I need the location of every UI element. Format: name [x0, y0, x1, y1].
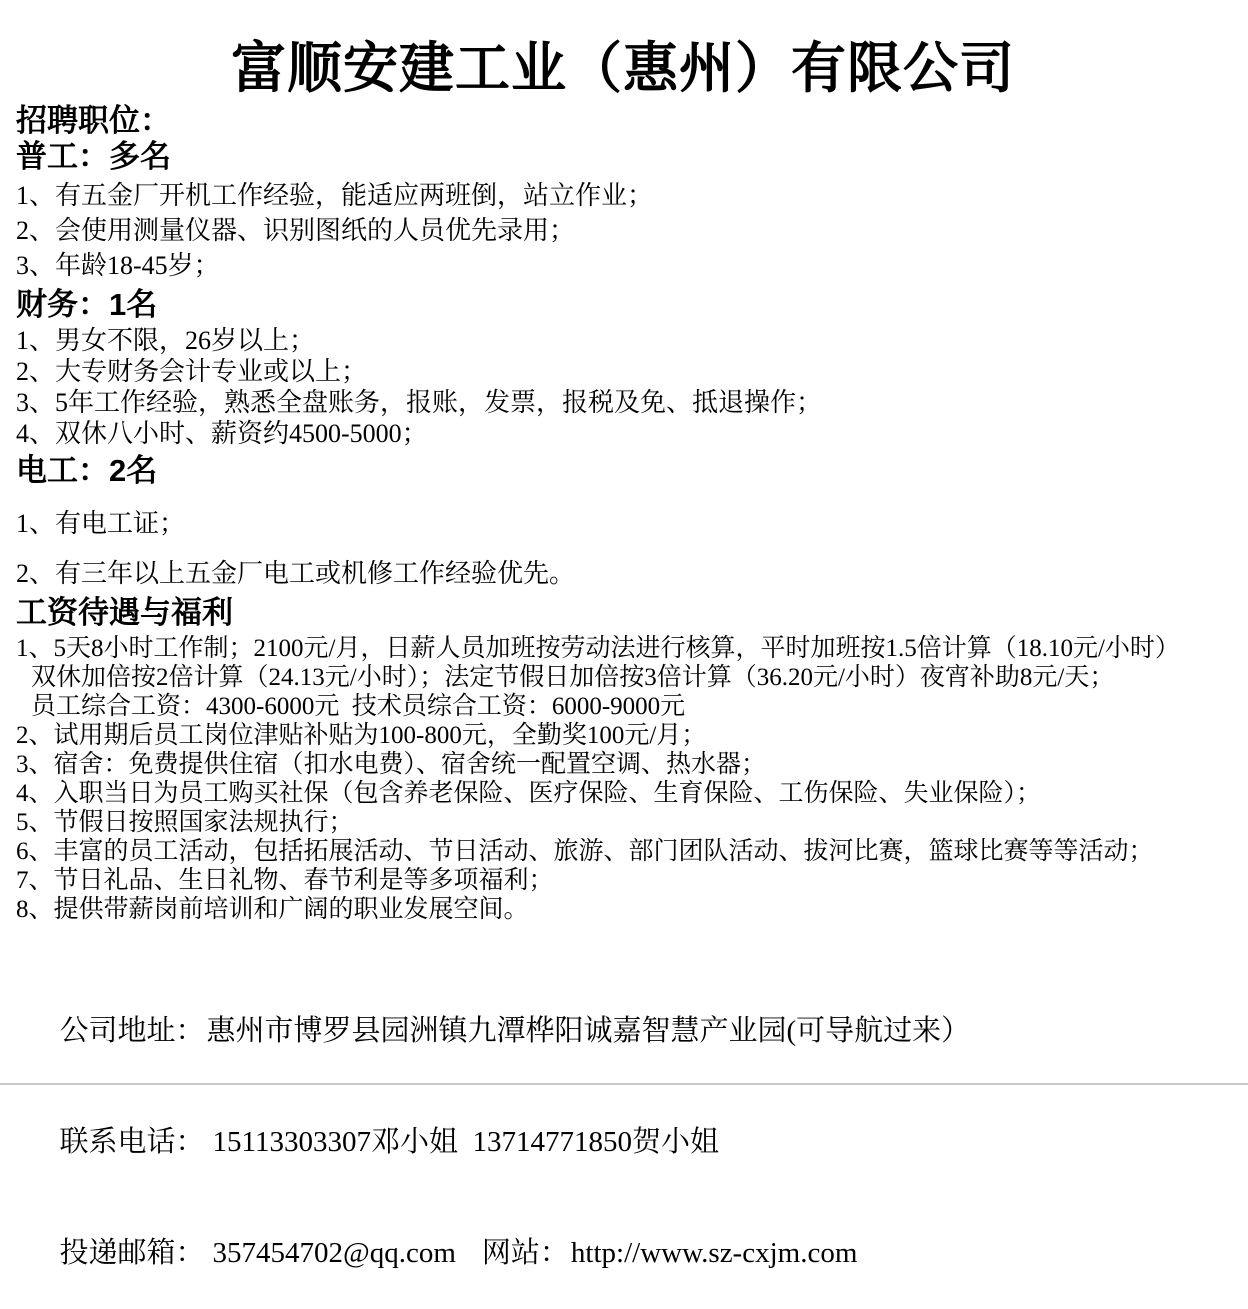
requirement-item: 4、双休八小时、薪资约4500-5000； — [16, 419, 428, 449]
requirement-item: 1、有电工证； — [16, 509, 186, 539]
phone-label: 联系电话： — [59, 1125, 205, 1158]
benefit-item: 1、5天8小时工作制；2100元/月，日薪人员加班按劳动法进行核算，平时加班按1.5倍计算（18.10元/小时） — [16, 634, 1180, 662]
requirement-item: 2、有三年以上五金厂电工或机修工作经验优先。 — [16, 559, 576, 589]
benefit-item-continuation: 双休加倍按2倍计算（24.13元/小时）；法定节假日加倍按3倍计算（36.20元/小时）夜宵补助8元/天； — [31, 663, 1115, 691]
contact-email-row — [16, 1198, 1230, 1309]
requirement-list — [16, 178, 1230, 283]
benefit-item: 2、试用期后员工岗位津贴补贴为100-800元，全勤奖100元/月； — [16, 721, 707, 749]
email-value: 357454702@qq.com — [212, 1236, 456, 1269]
benefit-item: 8、提供带薪岗前培训和广阔的职业发展空间。 — [16, 895, 529, 923]
section-electrician — [16, 453, 1230, 591]
position-heading-general-worker: 普工：多名 — [16, 139, 171, 175]
company-title: 富顺安建工业（惠州）有限公司 — [230, 37, 1015, 99]
benefit-item: 5、节假日按照国家法规执行； — [16, 808, 354, 836]
section-general-worker — [16, 139, 1230, 283]
benefits-heading: 工资待遇与福利 — [16, 595, 233, 631]
recruit-positions-header: 招聘职位： — [16, 102, 171, 138]
requirement-list — [16, 506, 1230, 591]
website-label: 网站： — [481, 1236, 569, 1269]
benefits-list — [16, 634, 1230, 924]
section-benefits — [16, 595, 1230, 924]
bottom-divider — [0, 1083, 1248, 1085]
requirement-item: 3、年龄18-45岁； — [16, 250, 220, 280]
requirement-item: 1、有五金厂开机工作经验，能适应两班倒，站立作业； — [16, 180, 654, 210]
requirement-item: 2、会使用测量仪器、识别图纸的人员优先录用； — [16, 215, 576, 245]
section-finance — [16, 287, 1230, 450]
website-value: http://www.sz-cxjm.com — [570, 1236, 858, 1269]
email-label: 投递邮箱： — [59, 1236, 205, 1269]
company-address-row — [16, 976, 1230, 1087]
phone-value: 15113303307邓小姐 13714771850贺小姐 — [212, 1125, 719, 1158]
requirement-item: 2、大专财务会计专业或以上； — [16, 357, 368, 387]
position-heading-finance: 财务：1名 — [16, 286, 158, 322]
benefit-item: 4、入职当日为员工购买社保（包含养老保险、医疗保险、生育保险、工伤保险、失业保险）； — [16, 779, 1042, 807]
job-posting-page — [0, 34, 1248, 1309]
contact-phone-row — [16, 1087, 1230, 1198]
address-value: 惠州市博罗县园洲镇九潭桦阳诚嘉智慧产业园(可导航过来） — [206, 1014, 971, 1047]
contact-block — [16, 976, 1230, 1309]
requirement-item: 3、5年工作经验，熟悉全盘账务，报账，发票，报税及免、抵退操作； — [16, 388, 823, 418]
requirement-list — [16, 325, 1230, 449]
benefit-item: 7、节日礼品、生日礼物、春节利是等多项福利； — [16, 866, 554, 894]
benefit-item-continuation: 员工综合工资：4300-6000元 技术员综合工资：6000-9000元 — [31, 692, 686, 720]
benefit-item: 3、宿舍：免费提供住宿（扣水电费）、宿舍统一配置空调、热水器； — [16, 750, 767, 778]
requirement-item: 1、男女不限，26岁以上； — [16, 326, 316, 356]
address-label: 公司地址： — [59, 1014, 205, 1047]
position-heading-electrician: 电工：2名 — [16, 453, 158, 489]
benefit-item: 6、丰富的员工活动，包括拓展活动、节日活动、旅游、部门团队活动、拔河比赛，篮球比赛等等活动； — [16, 837, 1154, 865]
